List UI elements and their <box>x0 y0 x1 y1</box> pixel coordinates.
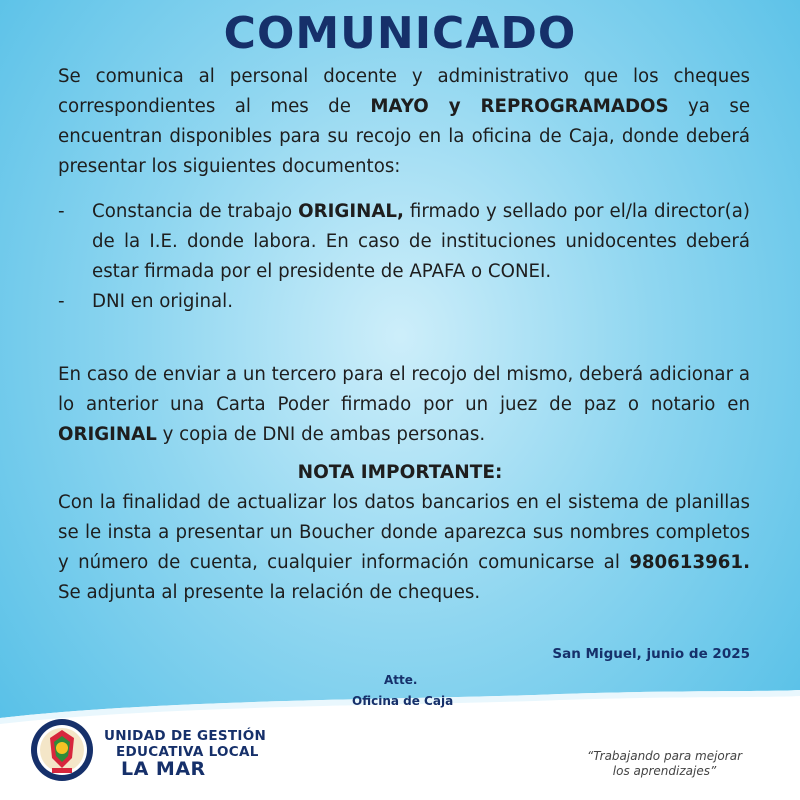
phone-number: 980613961. <box>629 552 750 573</box>
item2-text: DNI en original. <box>92 291 234 312</box>
ugel-name-line2: EDUCATIVA LOCAL <box>116 744 259 760</box>
third-party-paragraph <box>58 360 750 450</box>
page-title: COMUNICADO <box>223 8 577 59</box>
item1-bold: ORIGINAL, <box>298 201 404 222</box>
intro-text-2: ya se encuentran disponibles para su recojo en la oficina de Caja, donde deberá presentar los siguientes documentos: <box>58 96 751 177</box>
requirements-list <box>58 197 750 317</box>
slogan-line2: los aprendizajes” <box>612 764 717 778</box>
date-line: San Miguel, junio de 2025 <box>552 646 750 662</box>
item1-text-2: firmado y sellado por el/la director(a) de la I.E. donde labora. En caso de instituciones unidocentes deberá estar firmada por el presidente de APAFA o CONEI. <box>92 201 750 282</box>
note-text-1: Con la finalidad de actualizar los datos bancarios en el sistema de planillas se le insta a presentar un Boucher donde aparezca sus nombres completos y número de cuenta, cualquier información comunicarse al <box>58 492 750 573</box>
list-dash: - <box>58 201 65 222</box>
list-item <box>58 197 750 287</box>
intro-bold: MAYO y REPROGRAMADOS <box>370 96 669 117</box>
item1-text-1: Constancia de trabajo <box>92 201 299 222</box>
ugel-name-line1: UNIDAD DE GESTIÓN <box>104 728 267 744</box>
list-dash: - <box>58 291 65 312</box>
note-text-2: Se adjunta al presente la relación de cheques. <box>58 582 481 603</box>
ugel-seal-logo <box>30 718 94 782</box>
third-text-2: y copia de DNI de ambas personas. <box>156 424 486 445</box>
note-heading: NOTA IMPORTANTE: <box>297 462 503 483</box>
list-item <box>58 287 750 317</box>
ugel-name-line3: LA MAR <box>121 758 206 780</box>
atte-label: Atte. <box>384 673 418 687</box>
intro-text-1: Se comunica al personal docente y administrativo que los cheques correspondientes al mes de <box>58 66 750 117</box>
intro-paragraph <box>58 62 750 182</box>
office-label: Oficina de Caja <box>352 694 454 708</box>
slogan <box>587 749 742 779</box>
third-text-1: En caso de enviar a un tercero para el recojo del mismo, deberá adicionar a lo anterior una Carta Poder firmado por un juez de paz o notario en <box>58 364 750 415</box>
third-bold: ORIGINAL <box>58 424 157 445</box>
note-paragraph <box>58 488 750 608</box>
slogan-line1: “Trabajando para mejorar <box>587 749 742 763</box>
